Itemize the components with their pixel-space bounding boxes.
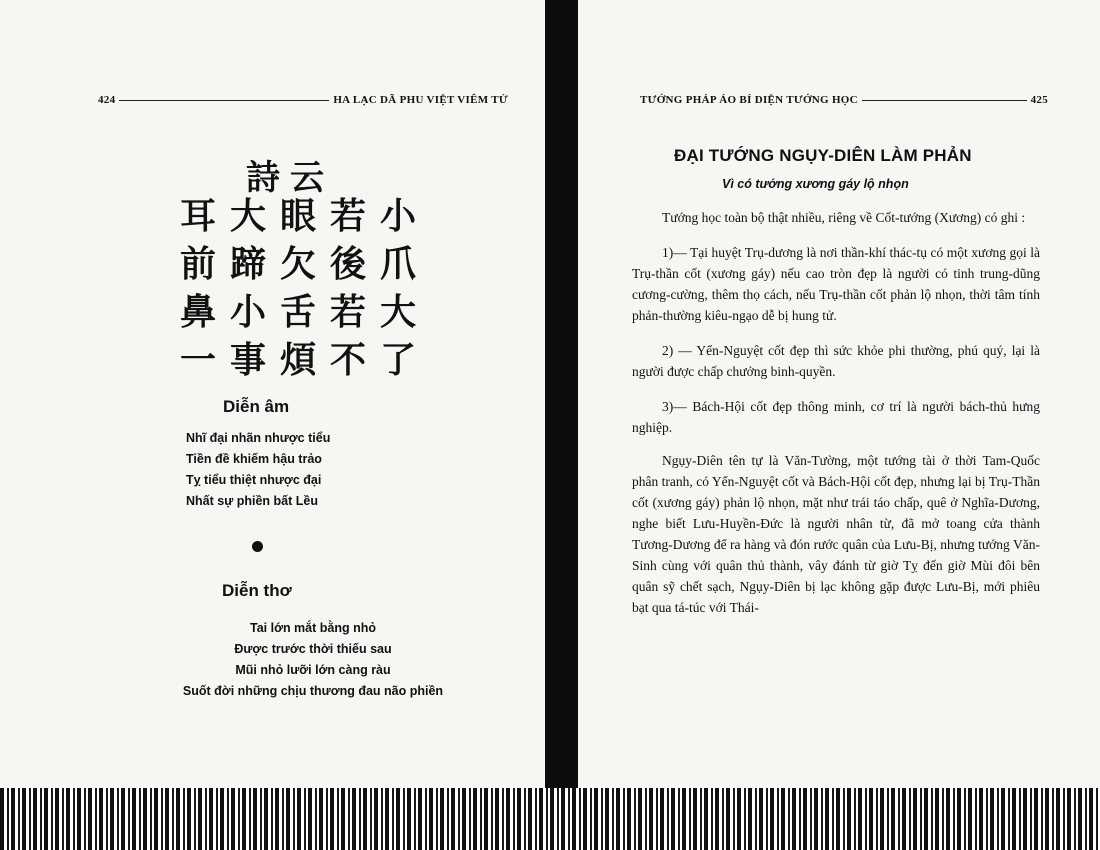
body-text xyxy=(632,207,1040,632)
body-paragraph: 3)— Bách-Hội cốt đẹp thông minh, cơ trí là người bách-thủ hưng nghiệp. xyxy=(632,399,1040,435)
bullet-ornament xyxy=(252,541,263,552)
dien-tho-line: Mũi nhỏ lưỡi lớn càng ràu xyxy=(235,663,391,677)
chinese-poem xyxy=(180,192,430,384)
dien-am-block xyxy=(186,428,330,512)
right-running-title: TƯỚNG PHÁP ÁO BÍ DIỆN TƯỚNG HỌC xyxy=(640,94,858,106)
book-gutter xyxy=(545,0,578,850)
chapter-title: ĐẠI TƯỚNG NGỤY-DIÊN LÀM PHẢN xyxy=(674,146,972,165)
chapter-subtitle: Vì có tướng xương gáy lộ nhọn xyxy=(722,177,909,191)
left-page-number: 424 xyxy=(98,94,116,106)
right-running-head xyxy=(640,94,1048,106)
left-running-title: HA LẠC DÃ PHU VIỆT VIÊM TỬ xyxy=(333,94,508,106)
dien-am-line: Nhĩ đại nhãn nhược tiểu xyxy=(186,431,331,445)
body-paragraph: Tướng học toàn bộ thật nhiều, riêng về Cốt-tướng (Xương) có ghi : xyxy=(662,210,1026,225)
running-head-rule xyxy=(119,100,329,101)
dien-tho-heading: Diễn thơ xyxy=(222,581,292,600)
dien-tho-line: Được trước thời thiếu sau xyxy=(234,642,392,656)
dien-tho-line: Suốt đời những chịu thương đau não phiền xyxy=(182,684,444,698)
scanner-edge-bars xyxy=(0,788,1100,850)
body-paragraph: 2) — Yển-Nguyệt cốt đẹp thì sức khỏe phi thường, phú quý, lại là người được chấp chưởng binh-quyền. xyxy=(632,343,1040,379)
dien-am-line: Tiền đề khiếm hậu trảo xyxy=(186,452,322,466)
poem-title: 詩云 xyxy=(246,158,334,198)
dien-am-line: Tỵ tiểu thiệt nhược đại xyxy=(186,473,322,487)
poem-line: 鼻小舌若大 xyxy=(180,291,431,333)
dien-am-heading: Diễn âm xyxy=(223,397,290,416)
running-head-rule xyxy=(862,100,1027,101)
dien-tho-block xyxy=(158,618,468,702)
dien-am-line: Nhất sự phiền bất Lều xyxy=(186,494,318,508)
body-paragraph: 1)— Tại huyệt Trụ-dương là nơi thần-khí thác-tụ có một xương gọi là Trụ-thần cốt (xương gáy) nếu cao tròn đẹp là người có tinh trung-dũng cương-cường, thêm thọ cách, nếu Trụ-thần cốt phản lộ nhọn, thời tâm tính phản-thường kiêu-ngạo dễ bị hung tử. xyxy=(632,245,1040,323)
poem-line: 耳大眼若小 xyxy=(180,195,431,237)
right-page-number: 425 xyxy=(1030,94,1048,106)
left-running-head xyxy=(98,94,508,106)
poem-line: 一事煩不了 xyxy=(180,339,431,381)
body-paragraph: Ngụy-Diên tên tự là Văn-Tường, một tướng tài ở thời Tam-Quốc phân tranh, có Yển-Nguyệt cốt và Bách-Hội cốt đẹp, nhưng lại bị Trụ-Thần cốt (xương gáy) phản lộ nhọn, mặt như trái táo chấp, quê ở Nghĩa-Dương, nghe biết Lưu-Huyền-Đức là người nhân từ, đã mở toang cửa thành Tương-Dương để ra hàng và đón rước quân của Lưu-Bị, nhưng tướng Văn-Sinh cùng với quân thủ thành, vây đánh từ giờ Tỵ đến giờ Mùi đôi bên quân sỹ chết sạch, Ngụy-Diên bị lạc không gặp được Lưu-Bị, mới phiêu bạt qua tá-túc với Thái- xyxy=(632,453,1040,615)
poem-line: 前蹄欠後爪 xyxy=(180,243,431,285)
dien-tho-line: Tai lớn mắt bằng nhỏ xyxy=(249,621,376,635)
